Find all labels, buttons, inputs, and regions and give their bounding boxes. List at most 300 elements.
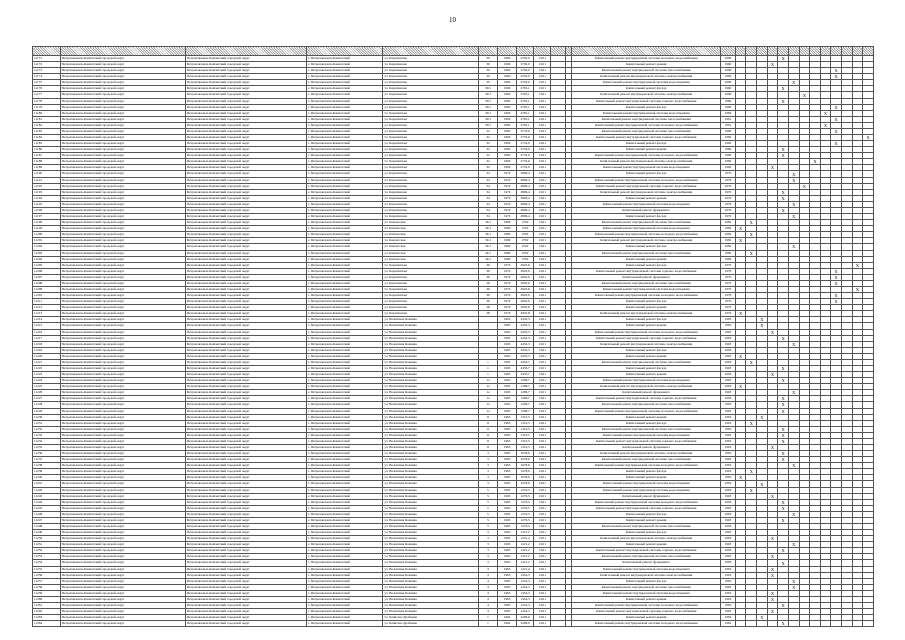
municipality-cell: Петропавловск-Камчатский городской округ	[60, 359, 185, 365]
mark-cell: X	[831, 128, 842, 134]
year-cell: 1970	[498, 274, 517, 280]
street-cell: ул. Валентина Кохника	[383, 517, 479, 523]
mark-cell: X	[767, 62, 778, 68]
plan-year-cell: 1970	[721, 280, 736, 286]
municipality-cell-2: Петропавловск-Камчатский городской округ	[185, 110, 306, 116]
work-type-cell: Капитальный ремонт крыши	[572, 62, 721, 68]
year-cell: 1960	[498, 147, 517, 153]
municipality-cell-2: Петропавловск-Камчатский городской округ	[185, 305, 306, 311]
work-type-cell: Капитальный ремонт внутридомовой системы водоотведения	[572, 481, 721, 487]
rate-cell: 13,01	[534, 420, 551, 426]
house-cell: 3	[478, 469, 497, 475]
year-cell: 1963	[498, 578, 517, 584]
street-cell: ул. Карагинская	[383, 195, 479, 201]
year-cell: 1960	[498, 98, 517, 104]
work-type-cell: Капитальный ремонт фундамента	[572, 390, 721, 396]
house-cell: 5	[478, 517, 497, 523]
plan-year-cell: 1960	[721, 68, 736, 74]
rate-cell: 13,01	[534, 311, 551, 317]
street-cell: ул. Валентина Кохника	[383, 475, 479, 481]
year-cell: 1963	[498, 445, 517, 451]
settlement-cell: г. Петропавловск-Камчатский	[306, 426, 382, 432]
area-cell: 1296,7	[517, 378, 534, 384]
area-cell: 2806,4	[517, 189, 534, 195]
mark-cell: X	[820, 122, 831, 128]
mark-cell: X	[746, 420, 757, 426]
mark-cell: X	[746, 250, 757, 256]
house-cell: 32	[478, 159, 497, 165]
mark-cell	[852, 621, 863, 627]
municipality-cell: Петропавловск-Камчатский городской округ	[60, 86, 185, 92]
rate-cell: 13,01	[534, 238, 551, 244]
area-cell: 2702,0	[517, 80, 534, 86]
mark-cell: X	[852, 286, 863, 292]
work-type-cell: Капитальный ремонт внутридомовой системы холодного водоснабжения	[572, 293, 721, 299]
street-cell: ул. Карагинская	[383, 201, 479, 207]
municipality-cell: Петропавловск-Камчатский городской округ	[60, 426, 185, 432]
work-type-cell: Капитальный ремонт фасада	[572, 530, 721, 536]
rate-cell: 13,01	[534, 262, 551, 268]
settlement-cell: г. Петропавловск-Камчатский	[306, 475, 382, 481]
area-cell: 1296,7	[517, 408, 534, 414]
house-cell: 5	[478, 505, 497, 511]
municipality-cell-2: Петропавловск-Камчатский городской округ	[185, 372, 306, 378]
municipality-cell: Петропавловск-Камчатский городской округ	[60, 68, 185, 74]
municipality-cell-2: Петропавловск-Камчатский городской округ	[185, 274, 306, 280]
rate-cell: 13,01	[534, 596, 551, 602]
rate-cell: 13,01	[534, 481, 551, 487]
year-cell: 1970	[498, 177, 517, 183]
plan-year-cell: 1960	[721, 135, 736, 141]
area-cell: 2732,0	[517, 147, 534, 153]
settlement-cell: г. Петропавловск-Камчатский	[306, 372, 382, 378]
mark-cell: X	[767, 493, 778, 499]
plan-year-cell: 1963	[721, 463, 736, 469]
rate-cell: 13,01	[534, 335, 551, 341]
settlement-cell: г. Петропавловск-Камчатский	[306, 317, 382, 323]
row-number: 11208	[33, 280, 61, 286]
work-type-cell: Капитальный ремонт крыши	[572, 323, 721, 329]
year-cell: 1960	[498, 80, 517, 86]
plan-year-cell: 1963	[721, 566, 736, 572]
mark-cell: X	[735, 238, 746, 244]
work-type-cell: Капитальный ремонт внутридомовой системы электроснабжения	[572, 74, 721, 80]
area-cell: 2765,1	[517, 92, 534, 98]
work-type-cell: Капитальный ремонт фундамента	[572, 493, 721, 499]
house-cell: 11	[478, 438, 497, 444]
plan-year-cell: 1962	[721, 615, 736, 621]
mark-cell: X	[788, 584, 799, 590]
municipality-cell-2: Петропавловск-Камчатский городской округ	[185, 311, 306, 317]
plan-year-cell: 1963	[721, 542, 736, 548]
row-number: 11219	[33, 347, 61, 353]
year-cell: 1970	[498, 311, 517, 317]
work-type-cell: Капитальный ремонт внутридомовой системы теплоснабжения	[572, 402, 721, 408]
area-cell: 2806,4	[517, 177, 534, 183]
settlement-cell: г. Петропавловск-Камчатский	[306, 141, 382, 147]
municipality-cell-2: Петропавловск-Камчатский городской округ	[185, 517, 306, 523]
rate-cell: 13,01	[534, 86, 551, 92]
municipality-cell-2: Петропавловск-Камчатский городской округ	[185, 548, 306, 554]
plan-year-cell: 1960	[721, 92, 736, 98]
row-number: 11259	[33, 590, 61, 596]
municipality-cell-2: Петропавловск-Камчатский городской округ	[185, 536, 306, 542]
plan-year-cell: 1963	[721, 560, 736, 566]
mark-cell: X	[778, 335, 789, 341]
year-cell: 1963	[498, 438, 517, 444]
row-number: 11237	[33, 457, 61, 463]
house-cell: 36	[478, 268, 497, 274]
area-cell: 2433,7	[517, 359, 534, 365]
rate-cell: 13,01	[534, 578, 551, 584]
street-cell: ул. Валентина Кохника	[383, 365, 479, 371]
municipality-cell: Петропавловск-Камчатский городской округ	[60, 615, 185, 621]
municipality-cell: Петропавловск-Камчатский городской округ	[60, 542, 185, 548]
plan-year-cell: 1982	[721, 244, 736, 250]
mark-cell: X	[735, 311, 746, 317]
street-cell: ул. Карагинская	[383, 80, 479, 86]
rate-cell: 13,01	[534, 499, 551, 505]
work-type-cell: Капитальный ремонт фасада	[572, 420, 721, 426]
settlement-cell: г. Петропавловск-Камчатский	[306, 347, 382, 353]
rate-cell: 13,01	[534, 560, 551, 566]
rate-cell: 13,01	[534, 457, 551, 463]
work-type-cell: Капитальный ремонт внутридомовой системы холодного водоснабжения	[572, 56, 721, 62]
work-type-cell: Капитальный ремонт внутридомовой системы теплоснабжения	[572, 584, 721, 590]
work-type-cell: Капитальный ремонт крыши	[572, 195, 721, 201]
work-type-cell: Капитальный ремонт внутридомовой системы теплоснабжения	[572, 68, 721, 74]
municipality-cell: Петропавловск-Камчатский городской округ	[60, 384, 185, 390]
house-cell: 1а	[478, 408, 497, 414]
settlement-cell: г. Петропавловск-Камчатский	[306, 524, 382, 530]
house-cell: 3	[478, 451, 497, 457]
area-cell: 1454,3	[517, 603, 534, 609]
settlement-cell: г. Петропавловск-Камчатский	[306, 469, 382, 475]
mark-cell: X	[831, 68, 842, 74]
street-cell: ул. Карагинская	[383, 214, 479, 220]
settlement-cell: г. Петропавловск-Камчатский	[306, 432, 382, 438]
plan-year-cell: 1960	[721, 62, 736, 68]
municipality-cell: Петропавловск-Камчатский городской округ	[60, 505, 185, 511]
mark-cell	[799, 621, 810, 627]
municipality-cell: Петропавловск-Камчатский городской округ	[60, 135, 185, 141]
row-number: 11264	[33, 621, 61, 627]
area-cell: 1270,5	[517, 511, 534, 517]
rate-cell: 13,01	[534, 621, 551, 627]
street-cell: ул. Карагинская	[383, 262, 479, 268]
municipality-cell: Петропавловск-Камчатский городской округ	[60, 396, 185, 402]
street-cell: ул. Карагинская	[383, 165, 479, 171]
street-cell: ул. Карагинская	[383, 153, 479, 159]
municipality-cell: Петропавловск-Камчатский городской округ	[60, 214, 185, 220]
municipality-cell-2: Петропавловск-Камчатский городской округ	[185, 438, 306, 444]
page-number: 10	[449, 16, 456, 24]
settlement-cell: г. Петропавловск-Камчатский	[306, 615, 382, 621]
mark-cell: X	[735, 353, 746, 359]
plan-year-cell: 1970	[721, 286, 736, 292]
settlement-cell: г. Петропавловск-Камчатский	[306, 244, 382, 250]
mark-cell: X	[778, 56, 789, 62]
row-number: 11220	[33, 353, 61, 359]
rate-cell: 13,01	[534, 68, 551, 74]
rate-cell: 13,01	[534, 135, 551, 141]
plan-year-cell: 1963	[721, 402, 736, 408]
work-type-cell: Капитальный ремонт внутридомовой системы холодного водоснабжения	[572, 603, 721, 609]
row-number: 11198	[33, 220, 61, 226]
street-cell: ул. Валентина Кохника	[383, 530, 479, 536]
row-number: 11255	[33, 566, 61, 572]
rate-cell: 13,01	[534, 286, 551, 292]
settlement-cell: г. Петропавловск-Камчатский	[306, 68, 382, 74]
municipality-cell-2: Петропавловск-Камчатский городской округ	[185, 469, 306, 475]
plan-year-cell: 1982	[721, 238, 736, 244]
settlement-cell: г. Петропавловск-Камчатский	[306, 274, 382, 280]
municipality-cell-2: Петропавловск-Камчатский городской округ	[185, 457, 306, 463]
municipality-cell-2: Петропавловск-Камчатский городской округ	[185, 621, 306, 627]
mark-cell: X	[778, 560, 789, 566]
house-cell: 38	[478, 305, 497, 311]
work-type-cell: Капитальный ремонт внутридомовой системы теплоснабжения	[572, 359, 721, 365]
row-number: 11173	[33, 68, 61, 74]
municipality-cell-2: Петропавловск-Камчатский городской округ	[185, 426, 306, 432]
mark-cell: X	[767, 609, 778, 615]
settlement-cell: г. Петропавловск-Камчатский	[306, 596, 382, 602]
municipality-cell: Петропавловск-Камчатский городской округ	[60, 390, 185, 396]
plan-year-cell: 1960	[721, 153, 736, 159]
work-type-cell: Капитальный ремонт фасада	[572, 104, 721, 110]
mark-cell: X	[746, 469, 757, 475]
area-cell: 1221,2	[517, 530, 534, 536]
municipality-cell: Петропавловск-Камчатский городской округ	[60, 554, 185, 560]
settlement-cell: г. Петропавловск-Камчатский	[306, 578, 382, 584]
municipality-cell-2: Петропавловск-Камчатский городской округ	[185, 293, 306, 299]
mark-cell: X	[757, 414, 768, 420]
mark-cell: X	[788, 171, 799, 177]
plan-year-cell: 1960	[721, 159, 736, 165]
year-cell: 1980	[498, 220, 517, 226]
area-cell: 1296,7	[517, 396, 534, 402]
year-cell: 1963	[498, 353, 517, 359]
street-cell: ул. Карагинская	[383, 268, 479, 274]
mark-cell: X	[788, 244, 799, 250]
row-number: 11221	[33, 359, 61, 365]
row-number: 11205	[33, 262, 61, 268]
work-type-cell: Капитальный ремонт крыши	[572, 542, 721, 548]
mark-cell: X	[757, 615, 768, 621]
area-cell: 2732,0	[517, 159, 534, 165]
street-cell: ул. Валентина Кохника	[383, 536, 479, 542]
year-cell: 1963	[498, 475, 517, 481]
area-cell: 2733,0	[517, 128, 534, 134]
plan-year-cell: 1960	[721, 74, 736, 80]
area-cell: 2702	[517, 256, 534, 262]
rate-cell: 13,01	[534, 353, 551, 359]
street-cell: ул. Карагинская	[383, 159, 479, 165]
row-number: 11199	[33, 226, 61, 232]
row-number: 11253	[33, 554, 61, 560]
year-cell: 1963	[498, 463, 517, 469]
municipality-cell-2: Петропавловск-Камчатский городской округ	[185, 420, 306, 426]
work-type-cell: Капитальный ремонт внутридомовой системы водоотведения	[572, 590, 721, 596]
settlement-cell: г. Петропавловск-Камчатский	[306, 335, 382, 341]
work-type-cell: Капитальный ремонт внутридомовой системы горячего водоснабжения	[572, 335, 721, 341]
row-number: 11247	[33, 517, 61, 523]
rate-cell: 13,01	[534, 445, 551, 451]
plan-year-cell: 1963	[721, 596, 736, 602]
house-cell: 32	[478, 147, 497, 153]
settlement-cell: г. Петропавловск-Камчатский	[306, 554, 382, 560]
rate-cell: 13,01	[534, 92, 551, 98]
municipality-cell-2: Петропавловск-Камчатский городской округ	[185, 122, 306, 128]
mark-cell: X	[757, 317, 768, 323]
table-header-row	[33, 47, 874, 56]
rate-cell: 13,01	[534, 74, 551, 80]
mark-cell: X	[788, 542, 799, 548]
mark-cell: X	[735, 384, 746, 390]
street-cell: ул. Валентина Кохника	[383, 323, 479, 329]
municipality-cell: Петропавловск-Камчатский городской округ	[60, 499, 185, 505]
plan-year-cell: 1960	[721, 165, 736, 171]
work-type-cell: Капитальный ремонт внутридомовой системы водоотведения	[572, 165, 721, 171]
rate-cell: 13,01	[534, 171, 551, 177]
work-type-cell: Капитальный ремонт внутридомовой системы водоотведения	[572, 487, 721, 493]
rate-cell: 13,01	[534, 469, 551, 475]
year-cell: 1963	[498, 596, 517, 602]
street-cell: ул. Валентина Кохника	[383, 596, 479, 602]
rate-cell: 13,01	[534, 116, 551, 122]
area-cell: 2945,6	[517, 268, 534, 274]
settlement-cell: г. Петропавловск-Камчатский	[306, 341, 382, 347]
area-cell: 1310,5	[517, 414, 534, 420]
municipality-cell: Петропавловск-Камчатский городской округ	[60, 548, 185, 554]
year-cell: 1960	[498, 135, 517, 141]
house-cell: 30/1	[478, 122, 497, 128]
settlement-cell: г. Петропавловск-Камчатский	[306, 536, 382, 542]
mark-cell: X	[788, 463, 799, 469]
row-number: 11251	[33, 542, 61, 548]
work-type-cell: Капитальный ремонт внутридомовой системы горячего водоснабжения	[572, 548, 721, 554]
mark-cell: X	[767, 329, 778, 335]
settlement-cell: г. Петропавловск-Камчатский	[306, 238, 382, 244]
row-number: 11249	[33, 530, 61, 536]
work-type-cell: Капитальный ремонт внутридомовой системы теплоснабжения	[572, 128, 721, 134]
row-number: 11243	[33, 493, 61, 499]
year-cell: 1963	[498, 469, 517, 475]
plan-year-cell: 1963	[721, 323, 736, 329]
row-number: 11230	[33, 414, 61, 420]
municipality-cell: Петропавловск-Камчатский городской округ	[60, 463, 185, 469]
work-type-cell: Капитальный ремонт внутридомовой системы водоотведения	[572, 201, 721, 207]
street-cell: ул. Карагинская	[383, 286, 479, 292]
row-number: 11254	[33, 560, 61, 566]
settlement-cell: г. Петропавловск-Камчатский	[306, 603, 382, 609]
house-cell: 3	[478, 560, 497, 566]
year-cell: 1970	[498, 201, 517, 207]
house-cell: 30/1	[478, 116, 497, 122]
year-cell: 1963	[498, 396, 517, 402]
year-cell: 1963	[498, 335, 517, 341]
municipality-cell-2: Петропавловск-Камчатский городской округ	[185, 195, 306, 201]
work-type-cell: Капитальный ремонт внутридомовой системы электроснабжения	[572, 311, 721, 317]
area-cell: 2702	[517, 220, 534, 226]
street-cell: ул. Валентина Кохника	[383, 481, 479, 487]
municipality-cell-2: Петропавловск-Камчатский городской округ	[185, 481, 306, 487]
municipality-cell: Петропавловск-Камчатский городской округ	[60, 402, 185, 408]
municipality-cell-2: Петропавловск-Камчатский городской округ	[185, 408, 306, 414]
area-cell: 2432,3	[517, 323, 534, 329]
rate-cell: 13,01	[534, 141, 551, 147]
plan-year-cell: 1963	[721, 414, 736, 420]
plan-year-cell: 1961	[721, 116, 736, 122]
rate-cell: 13,01	[534, 402, 551, 408]
year-cell: 1963	[498, 511, 517, 517]
year-cell: 1963	[498, 414, 517, 420]
rate-cell: 13,01	[534, 280, 551, 286]
municipality-cell-2: Петропавловск-Камчатский городской округ	[185, 384, 306, 390]
plan-year-cell: 1963	[721, 408, 736, 414]
mark-cell: X	[788, 201, 799, 207]
street-cell: ул. Валентина Кохника	[383, 347, 479, 353]
municipality-cell-2: Петропавловск-Камчатский городской округ	[185, 524, 306, 530]
house-cell: 34	[478, 177, 497, 183]
row-number: 11171	[33, 56, 61, 62]
area-cell: 2733,0	[517, 135, 534, 141]
mark-cell: X	[746, 359, 757, 365]
plan-year-cell: 1963	[721, 548, 736, 554]
work-type-cell: Капитальный ремонт крыши	[572, 305, 721, 311]
row-number: 11196	[33, 207, 61, 213]
street-cell: ул. Карагинская	[383, 135, 479, 141]
municipality-cell: Петропавловск-Камчатский городской округ	[60, 378, 185, 384]
mark-cell: X	[778, 621, 789, 627]
row-number: 11216	[33, 329, 61, 335]
rate-cell: 13,01	[534, 572, 551, 578]
street-cell: ул. Валентина Кохника	[383, 463, 479, 469]
year-cell: 1970	[498, 207, 517, 213]
municipality-cell: Петропавловск-Камчатский городской округ	[60, 220, 185, 226]
municipality-cell-2: Петропавловск-Камчатский городской округ	[185, 347, 306, 353]
work-type-cell: Капитальный ремонт внутридомовой системы теплоснабжения	[572, 426, 721, 432]
row-number: 11234	[33, 438, 61, 444]
mark-cell	[831, 621, 842, 627]
year-cell: 1963	[498, 554, 517, 560]
house-cell: 34/1	[478, 226, 497, 232]
municipality-cell-2: Петропавловск-Камчатский городской округ	[185, 56, 306, 62]
year-cell: 1963	[498, 341, 517, 347]
mark-cell: X	[778, 426, 789, 432]
municipality-cell: Петропавловск-Камчатский городской округ	[60, 572, 185, 578]
municipality-cell-2: Петропавловск-Камчатский городской округ	[185, 165, 306, 171]
municipality-cell: Петропавловск-Камчатский городской округ	[60, 56, 185, 62]
street-cell: ул. Валентина Кохника	[383, 420, 479, 426]
area-cell: 1678,6	[517, 469, 534, 475]
municipality-cell: Петропавловск-Камчатский городской округ	[60, 238, 185, 244]
rate-cell: 13,01	[534, 408, 551, 414]
settlement-cell: г. Петропавловск-Камчатский	[306, 171, 382, 177]
municipality-cell-2: Петропавловск-Камчатский городской округ	[185, 153, 306, 159]
settlement-cell: г. Петропавловск-Камчатский	[306, 165, 382, 171]
area-cell: 1678,6	[517, 451, 534, 457]
rate-cell: 13,01	[534, 372, 551, 378]
mark-cell: X	[831, 116, 842, 122]
row-number: 11263	[33, 615, 61, 621]
row-number: 11195	[33, 201, 61, 207]
house-cell: 34	[478, 201, 497, 207]
house-cell: 4	[478, 609, 497, 615]
street-cell: ул. Валентина Кохника	[383, 353, 479, 359]
year-cell: 1963	[498, 609, 517, 615]
mark-cell: X	[778, 147, 789, 153]
